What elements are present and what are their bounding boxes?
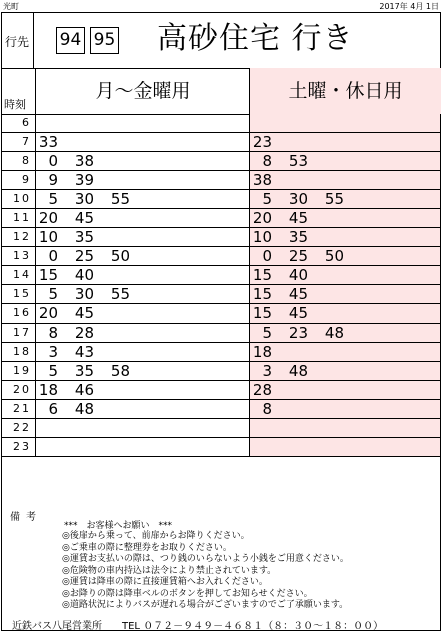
footer [12,617,383,632]
departure-minute: 50 [110,247,130,266]
weekend-cell [249,266,440,284]
departure-minute: 30 [288,190,308,209]
departure-minute: 38 [252,171,272,190]
notes-line: ◎運賃お支払いの際は、つり銭のいらないよう小銭をご用意ください。 [62,554,349,564]
departure-minute: 30 [74,285,94,304]
timetable-frame [1,12,441,631]
departure-minute: 45 [74,304,94,323]
table-row [2,400,440,419]
table-row [2,304,440,323]
departure-minute: 48 [74,399,94,418]
hour-column-header: 時刻 [2,68,35,115]
tel-label: TEL [122,621,140,632]
notes-line: ◎運賃は降車の際に直接運賃箱へお入れください。 [62,577,268,587]
notes-line: ◎後扉から乗って、前扉からお降りください。 [62,531,250,541]
weekday-cell [35,152,249,170]
departure-minute: 50 [324,247,344,266]
table-row [2,209,440,228]
departure-minute: 43 [74,342,94,361]
table-row [2,190,440,209]
weekday-cell [35,438,249,456]
departure-minute: 53 [288,152,308,171]
hour-cell: 8 [22,154,31,168]
departure-minute: 15 [252,266,272,285]
stop-name: 光町 [3,2,19,11]
weekend-cell [249,247,440,265]
timetable-grid [2,114,440,457]
weekday-cell [35,228,249,246]
table-row [2,343,440,362]
weekend-cell [249,343,440,361]
departure-minute: 25 [288,247,308,266]
departure-minute: 40 [288,266,308,285]
departure-minute: 28 [252,380,272,399]
weekend-cell [249,152,440,170]
weekend-cell [249,362,440,380]
hour-cell: 18 [13,344,31,358]
departure-minute: 35 [74,228,94,247]
departure-minute: 23 [288,323,308,342]
hour-cell: 23 [13,439,31,453]
departure-minute: 48 [288,361,308,380]
departure-minute: 35 [288,228,308,247]
weekday-cell [35,285,249,303]
departure-minute: 0 [48,152,58,171]
effective-date: 2017年 4月 1日 [379,2,439,11]
tel-number: ０７２－９４９－４６８１（８：３０～１８：００） [143,621,384,632]
notes-label: 備考 [10,512,42,523]
notes-line: ◎お降りの際は降車ベルのボタンを押してお知らせください。 [62,588,313,599]
hour-cell: 9 [22,173,31,187]
departure-minute: 48 [324,323,344,342]
departure-minute: 20 [252,209,272,228]
weekday-cell [35,171,249,189]
office-name: 近鉄バス八尾営業所 [12,621,102,632]
departure-minute: 0 [48,247,58,266]
departure-minute: 5 [48,190,58,209]
departure-minute: 46 [74,380,94,399]
departure-minute: 30 [74,190,94,209]
departure-minute: 18 [38,380,58,399]
table-row [2,228,440,247]
departure-minute: 58 [110,361,130,380]
weekend-cell [249,419,440,437]
route-number-box: 95 [90,27,119,54]
table-row [2,285,440,304]
departure-minute: 28 [74,323,94,342]
departure-minute: 20 [38,209,58,228]
departure-minute: 55 [110,285,130,304]
notes-line: ◎危険物の車内持込は法令により禁止されています。 [62,565,277,576]
destination-label: 行先 [5,35,30,49]
weekday-cell [35,362,249,380]
weekday-cell [35,343,249,361]
weekend-cell [249,190,440,208]
table-row [2,419,440,438]
hour-cell: 16 [13,306,31,320]
weekday-cell [35,400,249,418]
weekend-column-header: 土曜・休日用 [249,68,441,115]
route-number-box: 94 [56,27,85,54]
hour-cell: 6 [22,116,31,129]
departure-minute: 5 [262,190,272,209]
weekday-cell [35,209,249,227]
table-row [2,362,440,381]
weekend-cell [249,209,440,227]
notes-section [2,503,440,630]
departure-minute: 9 [48,171,58,190]
departure-minute: 15 [38,266,58,285]
weekday-cell [35,304,249,322]
weekend-cell [249,381,440,399]
notes-list [62,531,349,612]
weekday-cell [35,266,249,284]
departure-minute: 23 [252,133,272,152]
weekend-cell [249,228,440,246]
hour-cell: 12 [13,230,31,244]
departure-minute: 0 [262,247,272,266]
hour-cell: 10 [13,192,31,206]
weekday-cell [35,190,249,208]
departure-minute: 8 [262,399,272,418]
table-row [2,324,440,343]
weekday-cell [35,247,249,265]
weekend-cell [249,133,440,151]
weekday-cell [35,133,249,151]
table-row [2,247,440,266]
hour-cell: 7 [22,135,31,149]
table-row [2,133,440,152]
departure-minute: 18 [252,342,272,361]
notes-line: ◎ご乗車の際に整理券をお取りください。 [62,542,232,553]
table-row [2,152,440,171]
table-row [2,171,440,190]
destination-header [2,13,440,69]
weekend-cell [249,114,440,132]
departure-minute: 45 [288,209,308,228]
weekend-cell [249,171,440,189]
departure-minute: 35 [74,361,94,380]
hour-cell: 13 [13,249,31,263]
weekday-cell [35,419,249,437]
weekend-cell [249,285,440,303]
departure-minute: 38 [74,152,94,171]
table-row [2,114,440,133]
hour-cell: 11 [13,211,31,225]
hour-cell: 15 [13,287,31,301]
weekend-cell [249,438,440,456]
hour-cell: 19 [13,363,31,377]
destination-title: 高砂住宅 行き [157,21,354,56]
departure-minute: 3 [48,342,58,361]
weekend-cell [249,400,440,418]
departure-minute: 5 [262,323,272,342]
weekday-column-header: 月～金曜用 [35,68,250,115]
hour-cell: 21 [13,401,31,415]
departure-minute: 5 [48,361,58,380]
departure-minute: 39 [74,171,94,190]
notes-heading: *** お客様へお願い *** [64,521,173,531]
weekday-cell [35,324,249,342]
departure-minute: 45 [74,209,94,228]
table-row [2,438,440,457]
departure-minute: 33 [38,133,58,152]
departure-minute: 55 [324,190,344,209]
departure-minute: 45 [288,304,308,323]
header-divider [33,13,34,68]
departure-minute: 20 [38,304,58,323]
notes-line: ◎道路状況によりバスが遅れる場合がございますのでご了承願います。 [62,600,349,610]
departure-minute: 5 [48,285,58,304]
departure-minute: 10 [252,228,272,247]
hour-cell: 17 [13,325,31,339]
table-row [2,381,440,400]
departure-minute: 10 [38,228,58,247]
departure-minute: 8 [48,323,58,342]
weekend-cell [249,304,440,322]
departure-minute: 8 [262,152,272,171]
weekday-cell [35,381,249,399]
table-row [2,266,440,285]
departure-minute: 15 [252,304,272,323]
departure-minute: 15 [252,285,272,304]
weekday-cell [35,114,249,132]
departure-minute: 25 [74,247,94,266]
departure-minute: 55 [110,190,130,209]
departure-minute: 45 [288,285,308,304]
departure-minute: 40 [74,266,94,285]
departure-minute: 3 [262,361,272,380]
departure-minute: 6 [48,399,58,418]
hour-cell: 22 [13,420,31,434]
weekend-cell [249,324,440,342]
hour-cell: 20 [13,382,31,396]
hour-cell: 14 [13,268,31,282]
